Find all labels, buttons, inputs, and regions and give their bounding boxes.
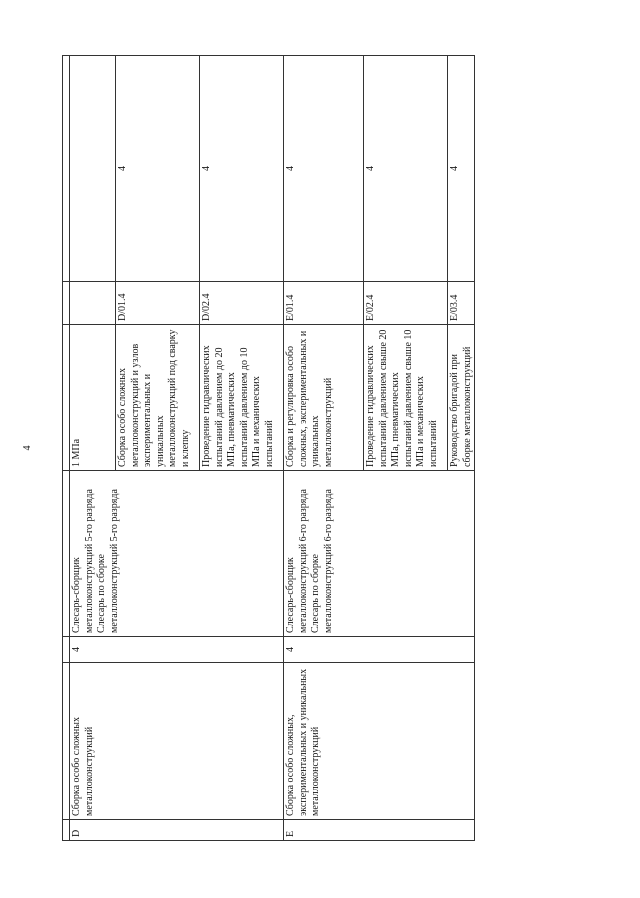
table-row <box>284 56 364 841</box>
table-top-strip <box>63 56 70 841</box>
function-code-cell: E/03.4 <box>448 282 475 325</box>
qualification-table <box>62 55 475 841</box>
function-name-cell: Проведение гидравлических испытаний давлением свыше 20 МПа, пневматических испытаний давлением свыше 10 МПа и механических испытаний <box>364 325 448 471</box>
function-code-cell <box>70 282 116 325</box>
position-title: Слесарь по сборке металлоконструкций 5-го разряда <box>96 489 120 633</box>
rotated-table-frame <box>62 56 473 841</box>
function-code-cell: D/02.4 <box>200 282 284 325</box>
row-name-cell: Сборка особо сложных металлоконструкций <box>70 663 284 820</box>
page-number: 4 <box>22 445 33 451</box>
row-code-cell: D <box>70 820 284 841</box>
table-container <box>62 56 473 841</box>
row-level-cell: 4 <box>70 637 284 663</box>
function-name-cell: Сборка и регулировка особо сложных, экспериментальных и уникальных металлоконструкций <box>284 325 364 471</box>
function-level-cell: 4 <box>448 56 475 282</box>
function-code-cell: E/02.4 <box>364 282 448 325</box>
function-name-cell: Руководство бригадой при сборке металлоконструкций <box>448 325 475 471</box>
row-positions-cell <box>284 471 475 637</box>
function-name-cell: 1 МПа <box>70 325 116 471</box>
row-name-cell: Сборка особо сложных, экспериментальных и уникальных металлоконструкций <box>284 663 475 820</box>
function-name-cell: Проведение гидравлических испытаний давлением до 20 МПа, пневматических испытаний давлением до 10 МПа и механических испытаний <box>200 325 284 471</box>
position-title: Слесарь-сборщик металлоконструкций 5-го разряда <box>71 489 95 633</box>
function-code-cell: E/01.4 <box>284 282 364 325</box>
function-level-cell: 4 <box>116 56 200 282</box>
function-level-cell: 4 <box>364 56 448 282</box>
table-row <box>70 56 116 841</box>
row-code-cell: E <box>284 820 475 841</box>
row-positions-cell <box>70 471 284 637</box>
position-title: Слесарь-сборщик металлоконструкций 6-го разряда <box>285 489 309 633</box>
position-title: Слесарь по сборке металлоконструкций 6-го разряда <box>310 489 334 633</box>
function-level-cell <box>70 56 116 282</box>
function-code-cell: D/01.4 <box>116 282 200 325</box>
function-level-cell: 4 <box>200 56 284 282</box>
function-level-cell: 4 <box>284 56 364 282</box>
function-name-cell: Сборка особо сложных металлоконструкций и узлов экспериментальных и уникальных металлоконструкций под сварку и клепку <box>116 325 200 471</box>
row-level-cell: 4 <box>284 637 475 663</box>
